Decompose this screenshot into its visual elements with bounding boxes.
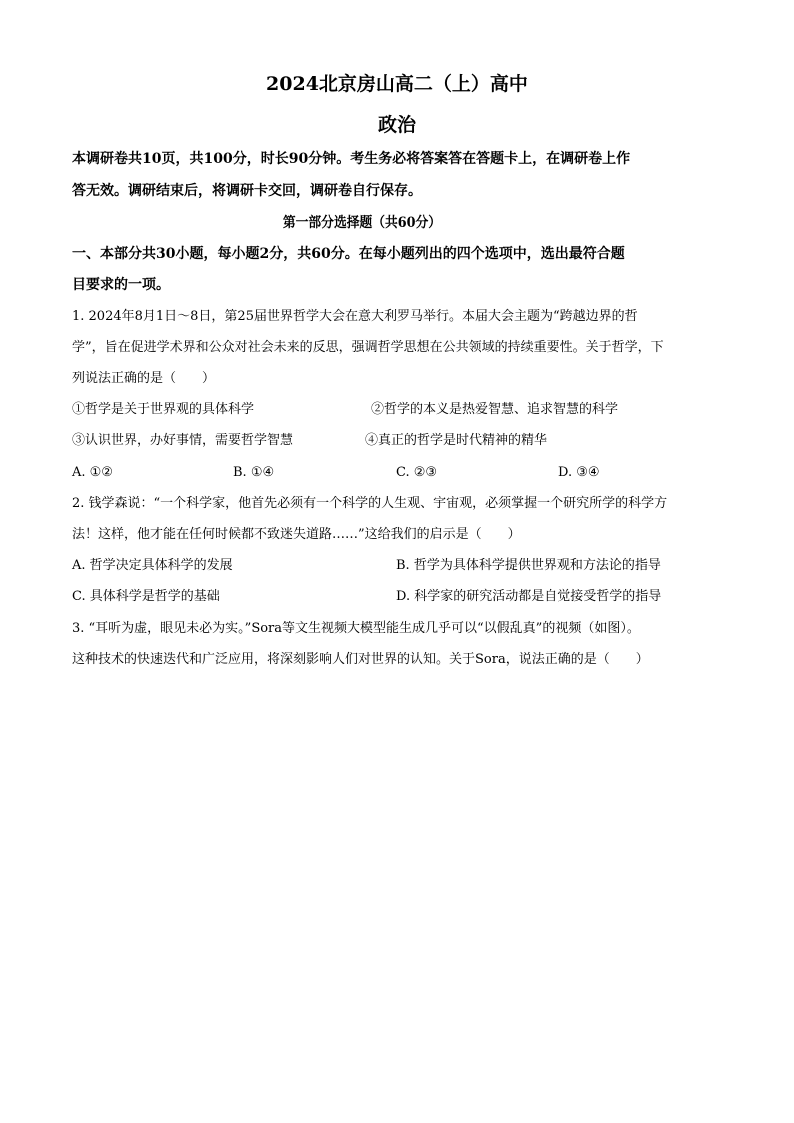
q1-stem-line-1: 1. 2024年8月1日～8日，第25届世界哲学大会在意大利罗马举行。本届大会主题为“跨越边界的哲 bbox=[72, 309, 638, 324]
q2-option-c: C. 具体科学是哲学的基础 bbox=[72, 589, 220, 604]
q1-option-b: B. ①④ bbox=[233, 465, 275, 480]
q1-statement-1: ①哲学是关于世界观的具体科学 bbox=[72, 402, 255, 417]
q3-stem-line-1: 3. “耳听为虚，眼见未必为实。”Sora等文生视频大模型能生成几乎可以“以假乱真”的视频（如图）。 bbox=[72, 621, 640, 636]
document-title: 2024北京房山高二（上）高中 bbox=[266, 73, 528, 95]
q1-statement-2: ②哲学的本义是热爱智慧、追求智慧的科学 bbox=[371, 402, 619, 417]
q1-stem-line-3: 列说法正确的是（ ） bbox=[72, 371, 216, 386]
section-heading: 第一部分选择题（共60分） bbox=[282, 215, 442, 231]
q1-option-a: A. ①② bbox=[72, 465, 113, 480]
section-instruction-line-1: 一、本部分共30小题，每小题2分，共60分。在每小题列出的四个选项中，选出最符合题 bbox=[72, 246, 625, 262]
q1-statement-4: ④真正的哲学是时代精神的精华 bbox=[365, 433, 548, 448]
section-instruction-line-2: 目要求的一项。 bbox=[72, 277, 170, 293]
q2-option-a: A. 哲学决定具体科学的发展 bbox=[72, 558, 233, 573]
q2-option-d: D. 科学家的研究活动都是自觉接受哲学的指导 bbox=[396, 589, 662, 604]
q1-option-c: C. ②③ bbox=[396, 465, 438, 480]
q2-option-b: B. 哲学为具体科学提供世界观和方法论的指导 bbox=[396, 558, 661, 573]
q2-stem-line-1: 2. 钱学森说：“一个科学家，他首先必须有一个科学的人生观、宇宙观，必须掌握一个研究所学的科学方 bbox=[72, 496, 668, 511]
q1-stem-line-2: 学”，旨在促进学术界和公众对社会未来的反思，强调哲学思想在公共领域的持续重要性。关于哲学，下 bbox=[72, 340, 664, 355]
q1-statement-3: ③认识世界，办好事情，需要哲学智慧 bbox=[72, 433, 294, 448]
notice-line-2: 答无效。调研结束后，将调研卡交回，调研卷自行保存。 bbox=[72, 183, 422, 199]
q2-stem-line-2: 法！这样，他才能在任何时候都不致迷失道路……”这给我们的启示是（ ） bbox=[72, 527, 521, 542]
subject-title: 政治 bbox=[377, 114, 416, 136]
q3-stem-line-2: 这种技术的快速迭代和广泛应用，将深刻影响人们对世界的认知。关于Sora，说法正确的是（ ） bbox=[72, 652, 649, 667]
q1-option-d: D. ③④ bbox=[558, 465, 600, 480]
notice-line-1: 本调研卷共10页，共100分，时长90分钟。考生务必将答案答在答题卡上，在调研卷上作 bbox=[72, 151, 631, 167]
